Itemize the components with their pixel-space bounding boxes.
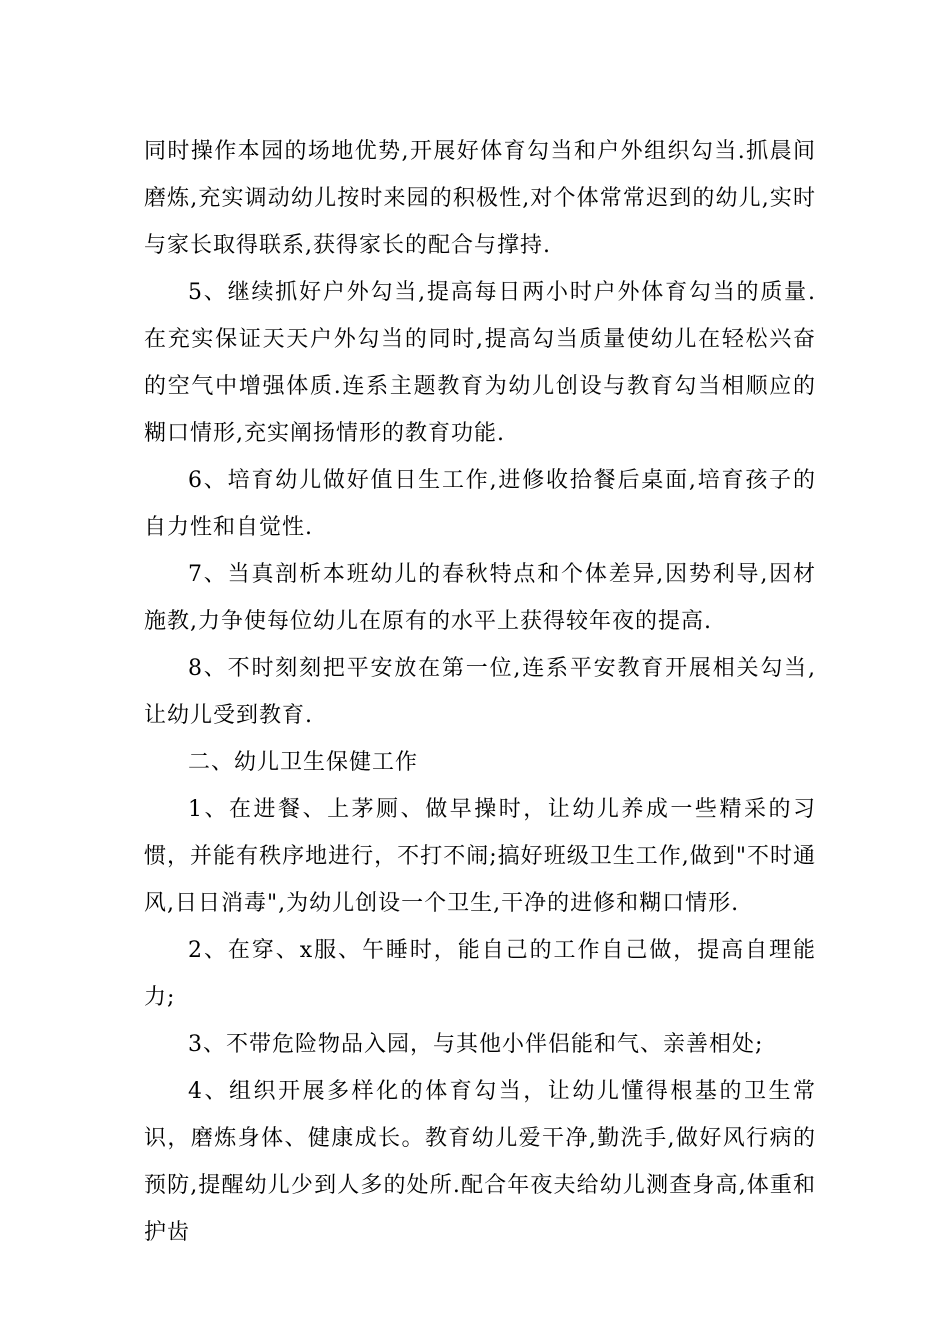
paragraph-item-8: 8、不时刻刻把平安放在第一位,连系平安教育开展相关勾当,让幼儿受到教育.	[144, 656, 816, 728]
paragraph-health-4: 4、组织开展多样化的体育勾当，让幼儿懂得根基的卫生常识，磨炼身体、健康成长。教育幼儿爱干净,勤洗手,做好风行病的预防,提醒幼儿少到人多的处所.配合年夜夫给幼儿测查身高,体重和护齿	[144, 1079, 816, 1245]
paragraph-item-6: 6、培育幼儿做好值日生工作,进修收拾餐后桌面,培育孩子的自力性和自觉性.	[144, 468, 816, 540]
paragraph-health-1: 1、在进餐、上茅厕、做早操时，让幼儿养成一些精采的习惯，并能有秩序地进行，不打不闹;搞好班级卫生工作,做到"不时通风,日日消毒",为幼儿创设一个卫生,干净的进修和糊口情形.	[144, 797, 816, 916]
paragraph-health-2: 2、在穿、x服、午睡时，能自己的工作自己做，提高自理能力;	[144, 938, 816, 1010]
paragraph-item-7: 7、当真剖析本班幼儿的春秋特点和个体差异,因势利导,因材施教,力争使每位幼儿在原有的水平上获得较年夜的提高.	[144, 562, 816, 634]
paragraph-health-3: 3、不带危险物品入园，与其他小伴侣能和气、亲善相处;	[188, 1032, 764, 1057]
paragraph-continuation: 同时操作本园的场地优势,开展好体育勾当和户外组织勾当.抓晨间磨炼,充实调动幼儿按时来园的积极性,对个体常常迟到的幼儿,实时与家长取得联系,获得家长的配合与撑持.	[144, 139, 816, 258]
section-heading-health: 二、幼儿卫生保健工作	[188, 750, 419, 775]
paragraph-item-5: 5、继续抓好户外勾当,提高每日两小时户外体育勾当的质量.在充实保证天天户外勾当的同时,提高勾当质量使幼儿在轻松兴奋的空气中增强体质.连系主题教育为幼儿创设与教育勾当相顺应的糊口情形,充实阐扬情形的教育功能.	[144, 280, 816, 446]
document-body	[144, 128, 816, 1256]
